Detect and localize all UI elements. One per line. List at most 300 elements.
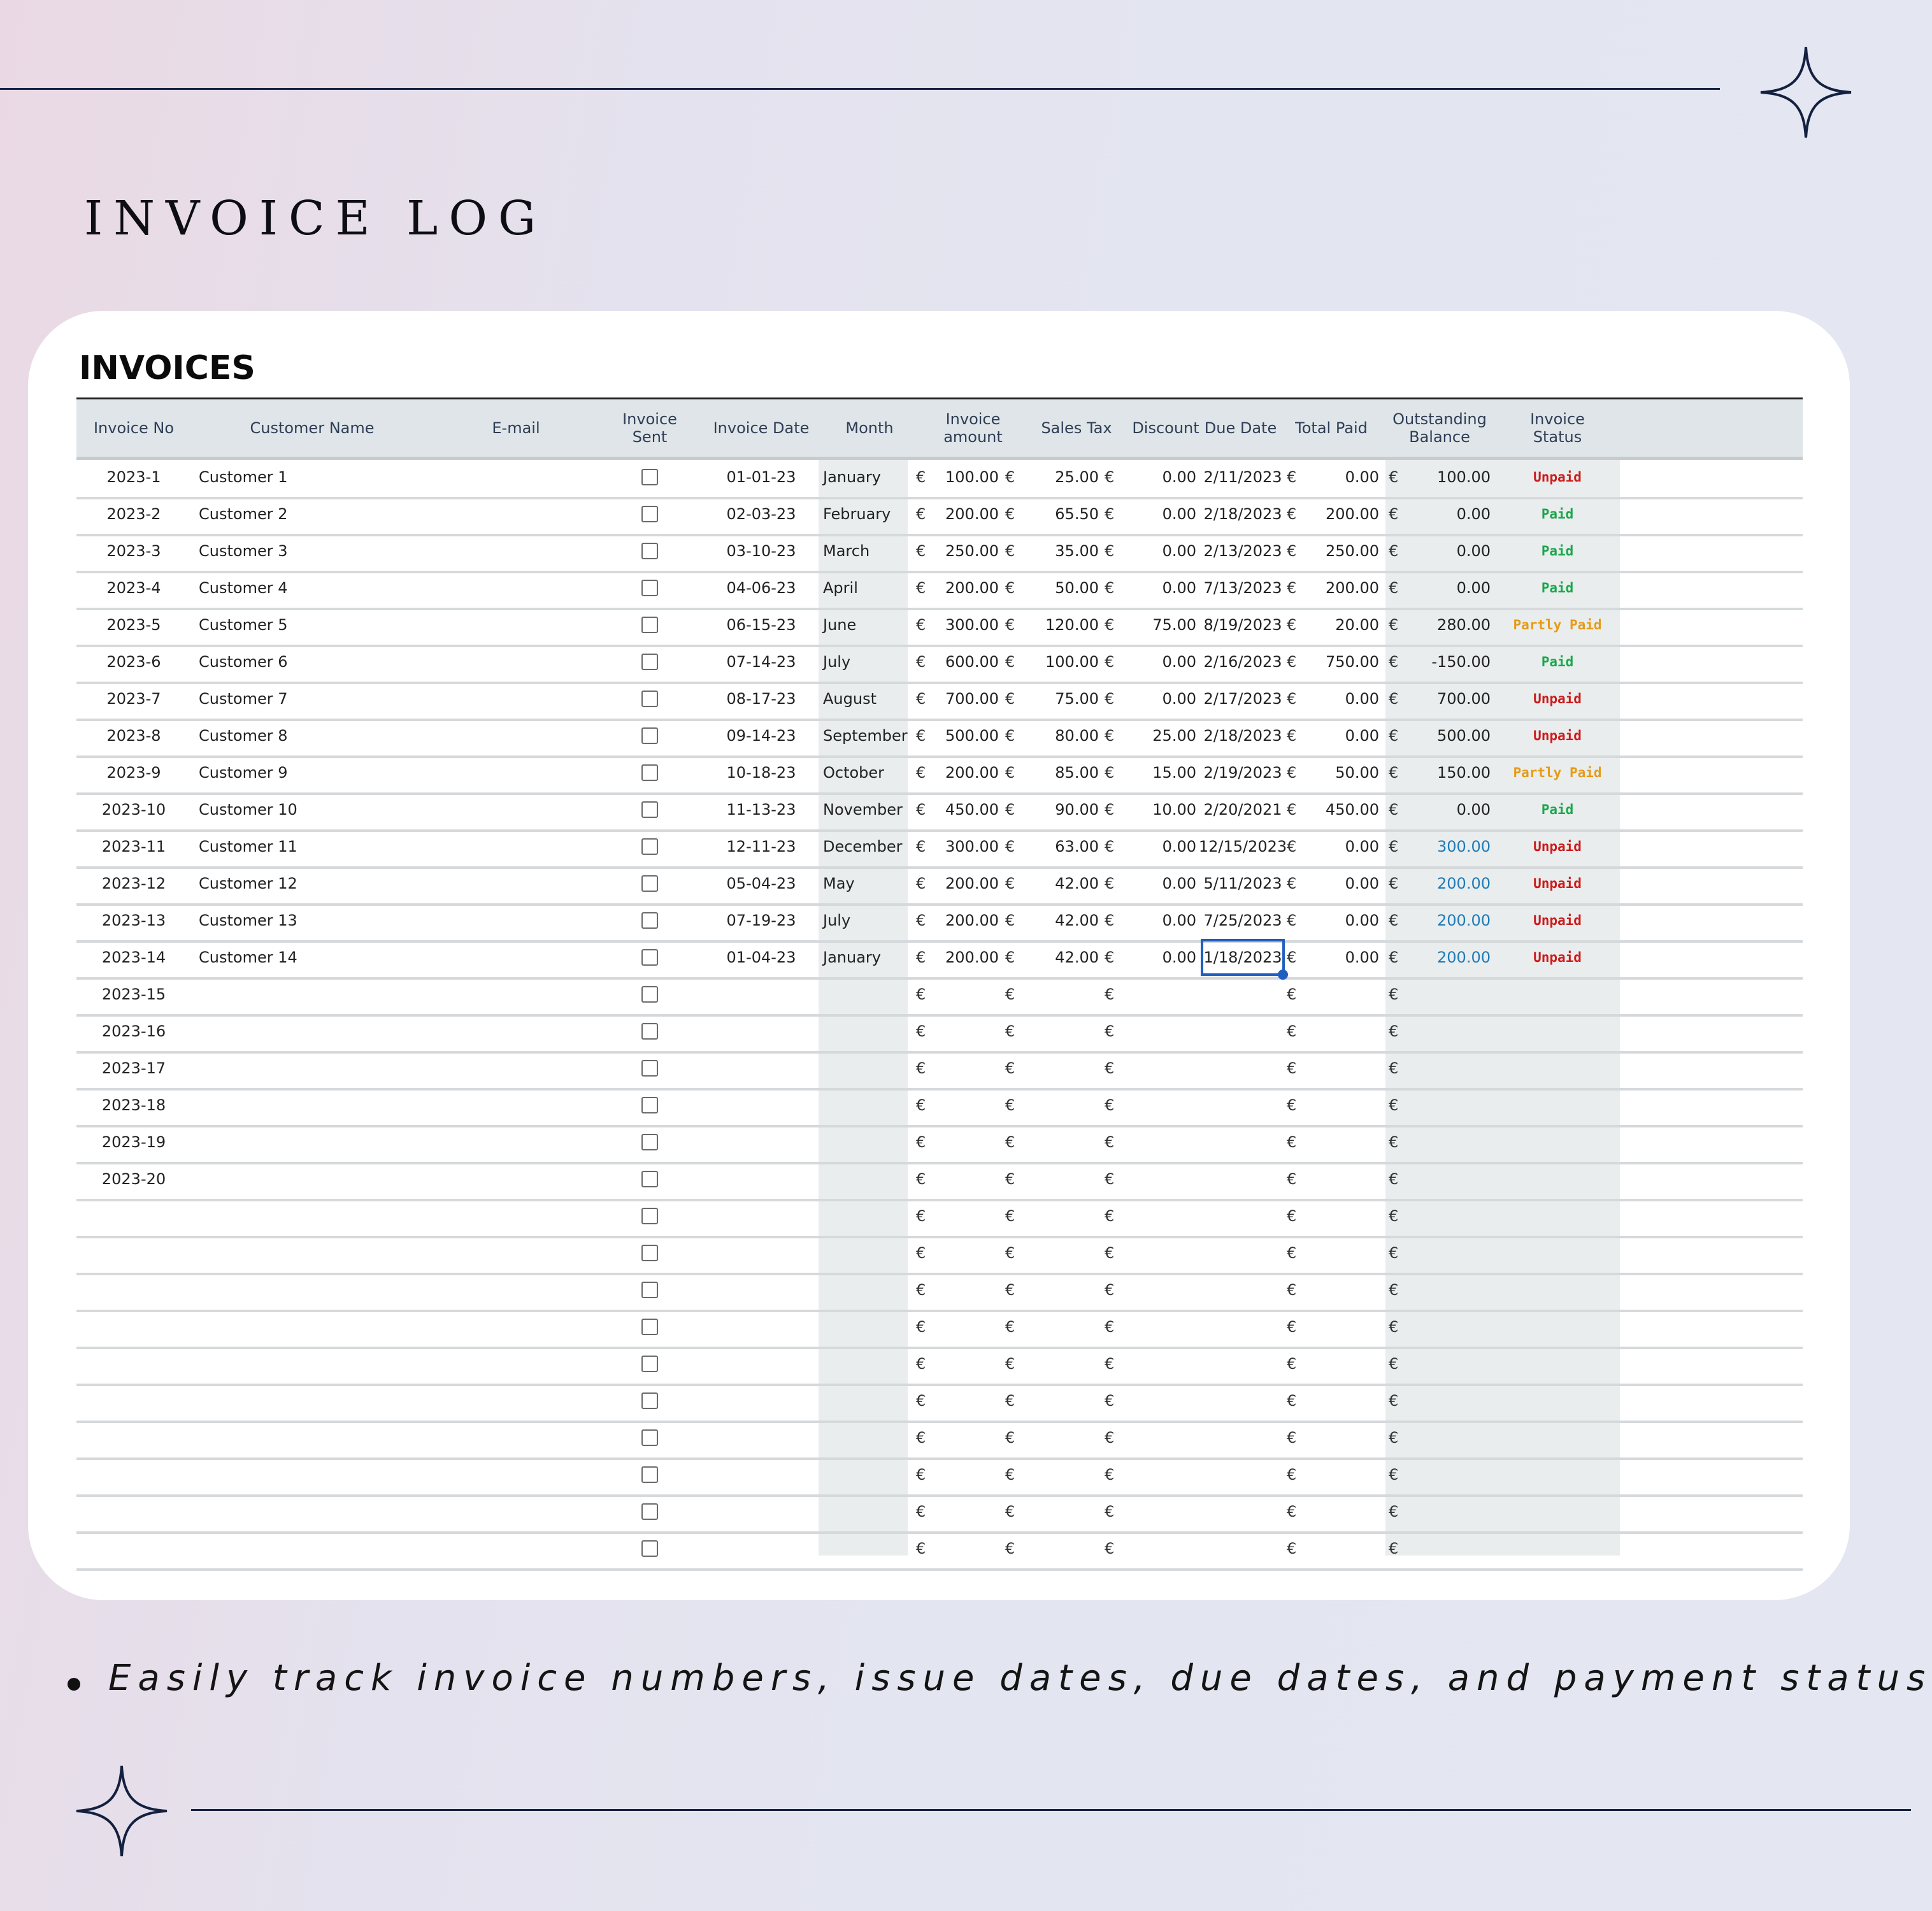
invoice-sent-checkbox[interactable]: [641, 1134, 658, 1150]
due-date-cell[interactable]: [1202, 1014, 1284, 1049]
invoice-amount-cell[interactable]: 200.00: [945, 764, 999, 782]
sales-tax-cell[interactable]: [1029, 1199, 1099, 1233]
customer-name-cell[interactable]: Customer 8: [199, 727, 288, 745]
outstanding-balance-cell[interactable]: [1401, 1421, 1491, 1455]
total-paid-cell[interactable]: [1309, 1273, 1379, 1307]
invoice-amount-cell[interactable]: [929, 1051, 999, 1085]
outstanding-balance-cell[interactable]: 200.00: [1437, 912, 1491, 929]
invoice-sent-cell[interactable]: [599, 829, 701, 864]
outstanding-balance-cell[interactable]: 100.00: [1437, 468, 1491, 486]
discount-cell[interactable]: [1126, 1273, 1196, 1307]
outstanding-balance-cell[interactable]: [1401, 1273, 1491, 1307]
invoice-status-badge[interactable]: Unpaid: [1533, 728, 1582, 743]
customer-name-cell[interactable]: Customer 6: [199, 653, 288, 671]
invoice-sent-checkbox[interactable]: [641, 1060, 658, 1077]
column-header[interactable]: Customer Name: [250, 419, 375, 437]
invoice-sent-cell[interactable]: [599, 1384, 701, 1418]
month-cell[interactable]: [823, 1125, 912, 1159]
month-cell[interactable]: [823, 1051, 912, 1085]
column-header[interactable]: Invoice Sent: [622, 410, 677, 446]
discount-cell[interactable]: [1126, 1457, 1196, 1492]
invoice-sent-checkbox[interactable]: [641, 1097, 658, 1113]
invoice-sent-cell[interactable]: [599, 977, 701, 1012]
invoice-no-cell[interactable]: 2023-1: [106, 468, 161, 486]
due-date-cell[interactable]: [1202, 1494, 1284, 1529]
total-paid-cell[interactable]: [1309, 977, 1379, 1012]
invoice-sent-cell[interactable]: [599, 1421, 701, 1455]
due-date-cell[interactable]: 2/20/2021: [1203, 801, 1282, 819]
invoice-sent-checkbox[interactable]: [641, 580, 658, 596]
outstanding-balance-cell[interactable]: [1401, 1494, 1491, 1529]
due-date-cell[interactable]: [1202, 1347, 1284, 1381]
invoice-no-cell[interactable]: 2023-16: [101, 1022, 166, 1040]
month-cell[interactable]: [823, 1347, 912, 1381]
invoice-status-badge[interactable]: Unpaid: [1533, 950, 1582, 965]
sales-tax-cell[interactable]: [1029, 1421, 1099, 1455]
due-date-cell[interactable]: [1202, 1531, 1284, 1566]
invoice-amount-cell[interactable]: [929, 1347, 999, 1381]
invoice-status-cell[interactable]: [1513, 1494, 1602, 1529]
invoice-date-cell[interactable]: [707, 1421, 815, 1455]
month-cell[interactable]: [823, 977, 912, 1012]
invoice-amount-cell[interactable]: 200.00: [945, 948, 999, 966]
month-cell[interactable]: August: [823, 690, 877, 708]
invoice-amount-cell[interactable]: 700.00: [945, 690, 999, 708]
due-date-cell[interactable]: 7/25/2023: [1203, 912, 1282, 929]
outstanding-balance-cell[interactable]: [1401, 1125, 1491, 1159]
invoice-sent-checkbox[interactable]: [641, 1023, 658, 1040]
invoice-date-cell[interactable]: [707, 1051, 815, 1085]
customer-name-cell[interactable]: [199, 1384, 428, 1418]
invoice-no-cell[interactable]: 2023-13: [101, 912, 166, 929]
sales-tax-cell[interactable]: [1029, 1236, 1099, 1270]
total-paid-cell[interactable]: [1309, 1384, 1379, 1418]
invoice-sent-checkbox[interactable]: [641, 727, 658, 744]
due-date-cell[interactable]: 1/18/2023: [1202, 940, 1284, 975]
total-paid-cell[interactable]: 0.00: [1345, 948, 1379, 966]
due-date-cell[interactable]: 2/17/2023: [1203, 690, 1282, 708]
discount-cell[interactable]: 0.00: [1162, 948, 1196, 966]
customer-name-cell[interactable]: [199, 1457, 428, 1492]
invoice-amount-cell[interactable]: [929, 1014, 999, 1049]
invoice-no-cell[interactable]: 2023-4: [106, 579, 161, 597]
invoice-date-cell[interactable]: [707, 1273, 815, 1307]
invoice-amount-cell[interactable]: [929, 1125, 999, 1159]
invoice-date-cell[interactable]: 07-14-23: [726, 653, 796, 671]
invoice-status-badge[interactable]: Unpaid: [1533, 876, 1582, 891]
invoice-sent-cell[interactable]: [599, 1273, 701, 1307]
email-cell[interactable]: [433, 497, 599, 531]
sales-tax-cell[interactable]: 65.50: [1055, 505, 1099, 523]
invoice-amount-cell[interactable]: [929, 1199, 999, 1233]
invoice-sent-cell[interactable]: [599, 940, 701, 975]
customer-name-cell[interactable]: [199, 977, 428, 1012]
total-paid-cell[interactable]: 0.00: [1345, 912, 1379, 929]
invoice-status-badge[interactable]: Unpaid: [1533, 691, 1582, 706]
due-date-cell[interactable]: [1202, 1088, 1284, 1122]
total-paid-cell[interactable]: 50.00: [1335, 764, 1379, 782]
discount-cell[interactable]: 0.00: [1162, 690, 1196, 708]
invoice-sent-checkbox[interactable]: [641, 801, 658, 818]
customer-name-cell[interactable]: [199, 1310, 428, 1344]
email-cell[interactable]: [433, 460, 599, 494]
month-cell[interactable]: [823, 1457, 912, 1492]
month-cell[interactable]: March: [823, 542, 870, 560]
total-paid-cell[interactable]: 0.00: [1345, 838, 1379, 855]
invoice-status-cell[interactable]: [1513, 1051, 1602, 1085]
invoice-sent-cell[interactable]: [599, 792, 701, 827]
email-cell[interactable]: [433, 1347, 599, 1381]
invoice-sent-checkbox[interactable]: [641, 1392, 658, 1409]
outstanding-balance-cell[interactable]: [1401, 1457, 1491, 1492]
invoice-status-badge[interactable]: Paid: [1541, 654, 1574, 669]
sales-tax-cell[interactable]: 90.00: [1055, 801, 1099, 819]
email-cell[interactable]: [433, 755, 599, 790]
due-date-cell[interactable]: [1202, 1421, 1284, 1455]
invoice-status-cell[interactable]: [1513, 1347, 1602, 1381]
invoice-status-badge[interactable]: Partly Paid: [1513, 617, 1602, 633]
outstanding-balance-cell[interactable]: -150.00: [1431, 653, 1491, 671]
discount-cell[interactable]: 0.00: [1162, 875, 1196, 892]
sales-tax-cell[interactable]: [1029, 1014, 1099, 1049]
email-cell[interactable]: [433, 1236, 599, 1270]
invoice-status-cell[interactable]: [1513, 1125, 1602, 1159]
sales-tax-cell[interactable]: 42.00: [1055, 948, 1099, 966]
total-paid-cell[interactable]: 200.00: [1326, 505, 1379, 523]
invoice-sent-checkbox[interactable]: [641, 1282, 658, 1298]
discount-cell[interactable]: [1126, 1014, 1196, 1049]
total-paid-cell[interactable]: 20.00: [1335, 616, 1379, 634]
invoice-amount-cell[interactable]: [929, 1310, 999, 1344]
invoice-sent-checkbox[interactable]: [641, 691, 658, 707]
invoice-amount-cell[interactable]: [929, 1088, 999, 1122]
outstanding-balance-cell[interactable]: [1401, 1051, 1491, 1085]
invoice-status-cell[interactable]: [1513, 1273, 1602, 1307]
email-cell[interactable]: [433, 1384, 599, 1418]
invoice-date-cell[interactable]: 03-10-23: [726, 542, 796, 560]
invoice-status-badge[interactable]: Partly Paid: [1513, 765, 1602, 780]
total-paid-cell[interactable]: [1309, 1162, 1379, 1196]
column-header[interactable]: Invoice amount: [943, 410, 1003, 446]
invoice-no-cell[interactable]: [76, 1457, 191, 1492]
invoice-sent-cell[interactable]: [599, 719, 701, 753]
invoice-amount-cell[interactable]: 250.00: [945, 542, 999, 560]
due-date-cell[interactable]: 8/19/2023: [1203, 616, 1282, 634]
month-cell[interactable]: [823, 1531, 912, 1566]
invoice-no-cell[interactable]: [76, 1347, 191, 1381]
month-cell[interactable]: July: [823, 653, 851, 671]
outstanding-balance-cell[interactable]: 150.00: [1437, 764, 1491, 782]
month-cell[interactable]: [823, 1494, 912, 1529]
invoice-date-cell[interactable]: [707, 1347, 815, 1381]
discount-cell[interactable]: 75.00: [1152, 616, 1196, 634]
invoice-date-cell[interactable]: [707, 1088, 815, 1122]
invoice-no-cell[interactable]: 2023-10: [101, 801, 166, 819]
invoice-no-cell[interactable]: [76, 1310, 191, 1344]
invoice-no-cell[interactable]: [76, 1531, 191, 1566]
invoice-amount-cell[interactable]: [929, 1494, 999, 1529]
invoice-date-cell[interactable]: 02-03-23: [726, 505, 796, 523]
invoice-amount-cell[interactable]: 500.00: [945, 727, 999, 745]
due-date-cell[interactable]: 2/18/2023: [1203, 727, 1282, 745]
invoice-status-badge[interactable]: Paid: [1541, 543, 1574, 559]
column-header[interactable]: Outstanding Balance: [1392, 410, 1487, 446]
invoice-amount-cell[interactable]: [929, 1162, 999, 1196]
month-cell[interactable]: [823, 1199, 912, 1233]
month-cell[interactable]: [823, 1273, 912, 1307]
sales-tax-cell[interactable]: 120.00: [1045, 616, 1099, 634]
invoice-date-cell[interactable]: [707, 1236, 815, 1270]
invoice-no-cell[interactable]: 2023-19: [101, 1133, 166, 1151]
invoice-no-cell[interactable]: 2023-5: [106, 616, 161, 634]
invoice-no-cell[interactable]: 2023-2: [106, 505, 161, 523]
customer-name-cell[interactable]: [199, 1088, 428, 1122]
due-date-cell[interactable]: [1202, 1384, 1284, 1418]
invoice-no-cell[interactable]: [76, 1273, 191, 1307]
invoice-status-badge[interactable]: Paid: [1541, 580, 1574, 596]
column-header[interactable]: Total Paid: [1295, 419, 1368, 437]
invoice-amount-cell[interactable]: [929, 1421, 999, 1455]
due-date-cell[interactable]: 7/13/2023: [1203, 579, 1282, 597]
invoice-status-cell[interactable]: [1513, 1531, 1602, 1566]
total-paid-cell[interactable]: [1309, 1531, 1379, 1566]
customer-name-cell[interactable]: [199, 1199, 428, 1233]
discount-cell[interactable]: [1126, 1162, 1196, 1196]
invoice-date-cell[interactable]: [707, 1125, 815, 1159]
invoice-date-cell[interactable]: [707, 1310, 815, 1344]
invoice-sent-cell[interactable]: [599, 1125, 701, 1159]
invoice-sent-checkbox[interactable]: [641, 1171, 658, 1187]
due-date-cell[interactable]: 12/15/2023: [1198, 838, 1287, 855]
invoice-date-cell[interactable]: 08-17-23: [726, 690, 796, 708]
outstanding-balance-cell[interactable]: [1401, 1384, 1491, 1418]
sales-tax-cell[interactable]: 80.00: [1055, 727, 1099, 745]
total-paid-cell[interactable]: [1309, 1421, 1379, 1455]
invoice-sent-cell[interactable]: [599, 460, 701, 494]
invoice-date-cell[interactable]: [707, 1162, 815, 1196]
customer-name-cell[interactable]: Customer 9: [199, 764, 288, 782]
invoice-date-cell[interactable]: [707, 1199, 815, 1233]
email-cell[interactable]: [433, 977, 599, 1012]
customer-name-cell[interactable]: Customer 13: [199, 912, 297, 929]
customer-name-cell[interactable]: [199, 1347, 428, 1381]
total-paid-cell[interactable]: 0.00: [1345, 875, 1379, 892]
discount-cell[interactable]: [1126, 1494, 1196, 1529]
sales-tax-cell[interactable]: 63.00: [1055, 838, 1099, 855]
invoice-amount-cell[interactable]: 600.00: [945, 653, 999, 671]
email-cell[interactable]: [433, 571, 599, 605]
invoice-date-cell[interactable]: 04-06-23: [726, 579, 796, 597]
email-cell[interactable]: [433, 1088, 599, 1122]
invoice-date-cell[interactable]: 12-11-23: [726, 838, 796, 855]
invoice-date-cell[interactable]: 07-19-23: [726, 912, 796, 929]
month-cell[interactable]: [823, 1310, 912, 1344]
outstanding-balance-cell[interactable]: 200.00: [1437, 948, 1491, 966]
discount-cell[interactable]: 25.00: [1152, 727, 1196, 745]
invoice-no-cell[interactable]: [76, 1199, 191, 1233]
invoice-amount-cell[interactable]: 200.00: [945, 912, 999, 929]
due-date-cell[interactable]: 2/13/2023: [1203, 542, 1282, 560]
outstanding-balance-cell[interactable]: [1401, 1310, 1491, 1344]
customer-name-cell[interactable]: [199, 1162, 428, 1196]
discount-cell[interactable]: 0.00: [1162, 653, 1196, 671]
invoice-status-badge[interactable]: Unpaid: [1533, 839, 1582, 854]
due-date-cell[interactable]: 2/16/2023: [1203, 653, 1282, 671]
invoice-status-cell[interactable]: [1513, 1088, 1602, 1122]
discount-cell[interactable]: 0.00: [1162, 468, 1196, 486]
invoice-date-cell[interactable]: 01-04-23: [726, 948, 796, 966]
sales-tax-cell[interactable]: 42.00: [1055, 912, 1099, 929]
invoice-sent-cell[interactable]: [599, 608, 701, 642]
invoice-amount-cell[interactable]: 200.00: [945, 579, 999, 597]
invoice-sent-checkbox[interactable]: [641, 875, 658, 892]
month-cell[interactable]: [823, 1421, 912, 1455]
email-cell[interactable]: [433, 1494, 599, 1529]
due-date-cell[interactable]: [1202, 1273, 1284, 1307]
invoice-sent-cell[interactable]: [599, 1088, 701, 1122]
invoice-no-cell[interactable]: 2023-9: [106, 764, 161, 782]
invoice-sent-cell[interactable]: [599, 1162, 701, 1196]
outstanding-balance-cell[interactable]: 0.00: [1456, 579, 1491, 597]
sales-tax-cell[interactable]: [1029, 977, 1099, 1012]
discount-cell[interactable]: [1126, 1088, 1196, 1122]
email-cell[interactable]: [433, 1273, 599, 1307]
invoice-sent-checkbox[interactable]: [641, 912, 658, 929]
invoice-sent-cell[interactable]: [599, 866, 701, 901]
total-paid-cell[interactable]: [1309, 1125, 1379, 1159]
customer-name-cell[interactable]: Customer 10: [199, 801, 297, 819]
due-date-cell[interactable]: [1202, 977, 1284, 1012]
total-paid-cell[interactable]: [1309, 1199, 1379, 1233]
invoice-amount-cell[interactable]: 200.00: [945, 875, 999, 892]
invoice-sent-checkbox[interactable]: [641, 986, 658, 1003]
invoice-status-cell[interactable]: [1513, 1162, 1602, 1196]
outstanding-balance-cell[interactable]: 0.00: [1456, 505, 1491, 523]
email-cell[interactable]: [433, 1199, 599, 1233]
invoice-sent-checkbox[interactable]: [641, 617, 658, 633]
invoice-sent-cell[interactable]: [599, 571, 701, 605]
month-cell[interactable]: [823, 1384, 912, 1418]
invoice-sent-cell[interactable]: [599, 1310, 701, 1344]
invoice-status-cell[interactable]: [1513, 1014, 1602, 1049]
due-date-cell[interactable]: 5/11/2023: [1203, 875, 1282, 892]
invoice-sent-checkbox[interactable]: [641, 1208, 658, 1224]
invoice-status-cell[interactable]: [1513, 977, 1602, 1012]
total-paid-cell[interactable]: 200.00: [1326, 579, 1379, 597]
email-cell[interactable]: [433, 1457, 599, 1492]
invoice-date-cell[interactable]: 05-04-23: [726, 875, 796, 892]
total-paid-cell[interactable]: 250.00: [1326, 542, 1379, 560]
sales-tax-cell[interactable]: [1029, 1531, 1099, 1566]
invoice-status-badge[interactable]: Paid: [1541, 506, 1574, 522]
outstanding-balance-cell[interactable]: 0.00: [1456, 801, 1491, 819]
total-paid-cell[interactable]: 450.00: [1326, 801, 1379, 819]
invoice-amount-cell[interactable]: 100.00: [945, 468, 999, 486]
total-paid-cell[interactable]: [1309, 1236, 1379, 1270]
sales-tax-cell[interactable]: [1029, 1125, 1099, 1159]
due-date-cell[interactable]: 2/11/2023: [1203, 468, 1282, 486]
invoice-no-cell[interactable]: [76, 1421, 191, 1455]
invoice-sent-cell[interactable]: [599, 1051, 701, 1085]
invoice-sent-cell[interactable]: [599, 1531, 701, 1566]
month-cell[interactable]: December: [823, 838, 903, 855]
invoice-no-cell[interactable]: [76, 1384, 191, 1418]
sales-tax-cell[interactable]: [1029, 1384, 1099, 1418]
invoice-no-cell[interactable]: 2023-6: [106, 653, 161, 671]
column-header[interactable]: Invoice No: [93, 419, 175, 437]
invoice-status-cell[interactable]: [1513, 1421, 1602, 1455]
invoice-sent-checkbox[interactable]: [641, 469, 658, 485]
outstanding-balance-cell[interactable]: [1401, 1236, 1491, 1270]
invoice-sent-checkbox[interactable]: [641, 1429, 658, 1446]
invoice-amount-cell[interactable]: 300.00: [945, 838, 999, 855]
invoice-sent-checkbox[interactable]: [641, 838, 658, 855]
invoice-sent-checkbox[interactable]: [641, 1356, 658, 1372]
invoice-amount-cell[interactable]: [929, 1236, 999, 1270]
invoice-no-cell[interactable]: 2023-14: [101, 948, 166, 966]
email-cell[interactable]: [433, 792, 599, 827]
invoice-date-cell[interactable]: [707, 1384, 815, 1418]
customer-name-cell[interactable]: Customer 3: [199, 542, 288, 560]
due-date-cell[interactable]: 2/18/2023: [1203, 505, 1282, 523]
sales-tax-cell[interactable]: [1029, 1310, 1099, 1344]
due-date-cell[interactable]: [1202, 1162, 1284, 1196]
invoice-no-cell[interactable]: 2023-8: [106, 727, 161, 745]
invoice-sent-cell[interactable]: [599, 1347, 701, 1381]
month-cell[interactable]: January: [823, 468, 881, 486]
email-cell[interactable]: [433, 608, 599, 642]
invoice-date-cell[interactable]: [707, 1531, 815, 1566]
month-cell[interactable]: [823, 1014, 912, 1049]
customer-name-cell[interactable]: Customer 2: [199, 505, 288, 523]
column-header[interactable]: Month: [845, 419, 894, 437]
outstanding-balance-cell[interactable]: [1401, 1162, 1491, 1196]
month-cell[interactable]: November: [823, 801, 903, 819]
invoice-date-cell[interactable]: 06-15-23: [726, 616, 796, 634]
invoice-amount-cell[interactable]: [929, 1457, 999, 1492]
invoice-no-cell[interactable]: 2023-3: [106, 542, 161, 560]
invoice-amount-cell[interactable]: [929, 1531, 999, 1566]
invoice-sent-cell[interactable]: [599, 534, 701, 568]
outstanding-balance-cell[interactable]: [1401, 1088, 1491, 1122]
month-cell[interactable]: April: [823, 579, 858, 597]
month-cell[interactable]: June: [823, 616, 857, 634]
total-paid-cell[interactable]: 0.00: [1345, 727, 1379, 745]
invoice-sent-cell[interactable]: [599, 1014, 701, 1049]
sales-tax-cell[interactable]: [1029, 1494, 1099, 1529]
discount-cell[interactable]: 0.00: [1162, 505, 1196, 523]
invoice-amount-cell[interactable]: 450.00: [945, 801, 999, 819]
invoice-status-cell[interactable]: [1513, 1457, 1602, 1492]
email-cell[interactable]: [433, 866, 599, 901]
sales-tax-cell[interactable]: [1029, 1457, 1099, 1492]
customer-name-cell[interactable]: [199, 1273, 428, 1307]
sales-tax-cell[interactable]: 75.00: [1055, 690, 1099, 708]
invoice-date-cell[interactable]: 01-01-23: [726, 468, 796, 486]
email-cell[interactable]: [433, 645, 599, 679]
discount-cell[interactable]: [1126, 1051, 1196, 1085]
invoice-no-cell[interactable]: 2023-11: [101, 838, 166, 855]
customer-name-cell[interactable]: [199, 1494, 428, 1529]
discount-cell[interactable]: [1126, 1310, 1196, 1344]
email-cell[interactable]: [433, 1162, 599, 1196]
invoice-sent-checkbox[interactable]: [641, 654, 658, 670]
outstanding-balance-cell[interactable]: 280.00: [1437, 616, 1491, 634]
invoice-sent-checkbox[interactable]: [641, 1540, 658, 1557]
email-cell[interactable]: [433, 1014, 599, 1049]
total-paid-cell[interactable]: 750.00: [1326, 653, 1379, 671]
sales-tax-cell[interactable]: 50.00: [1055, 579, 1099, 597]
